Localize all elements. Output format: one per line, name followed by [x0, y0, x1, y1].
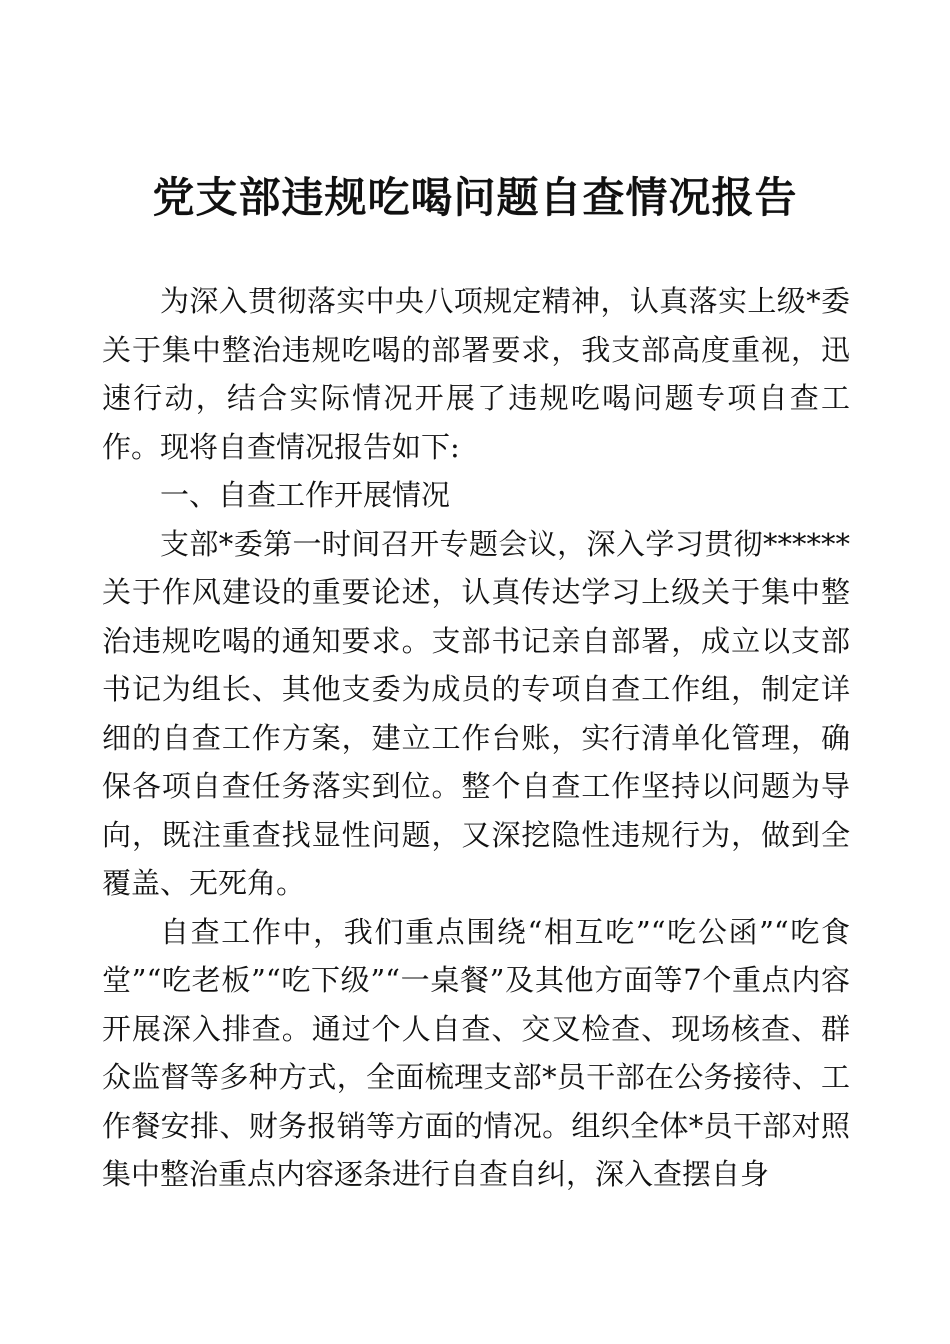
- section-heading: 一、自查工作开展情况: [160, 478, 451, 512]
- paragraph-intro: 为深入贯彻落实中央八项规定精神，认真落实上级*委关于集中整治违规吃喝的部署要求，我支部高度重视，迅速行动，结合实际情况开展了违规吃喝问题专项自查工作。现将自查情况报告如下:: [102, 284, 850, 464]
- paragraph-key-content: 自查工作中，我们重点围绕“相互吃”“吃公函”“吃食堂”“吃老板”“吃下级”“一桌餐”及其他方面等7个重点内容开展深入排查。通过个人自查、交叉检查、现场核查、群众监督等多种方式，全面梳理支部*员干部在公务接待、工作餐安排、财务报销等方面的情况。组织全体*员干部对照集中整治重点内容逐条进行自查自纠，深入查摆自身: [102, 914, 850, 1191]
- paragraph-work-overview: 支部*委第一时间召开专题会议，深入学习贯彻******关于作风建设的重要论述，认真传达学习上级关于集中整治违规吃喝的通知要求。支部书记亲自部署，成立以支部书记为组长、其他支委为成员的专项自查工作组，制定详细的自查工作方案，建立工作台账，实行清单化管理，确保各项自查任务落实到位。整个自查工作坚持以问题为导向，既注重查找显性问题，又深挖隐性违规行为，做到全覆盖、无死角。: [102, 526, 850, 900]
- document-body: [102, 277, 850, 1199]
- document-title: 党支部违规吃喝问题自查情况报告: [152, 173, 798, 222]
